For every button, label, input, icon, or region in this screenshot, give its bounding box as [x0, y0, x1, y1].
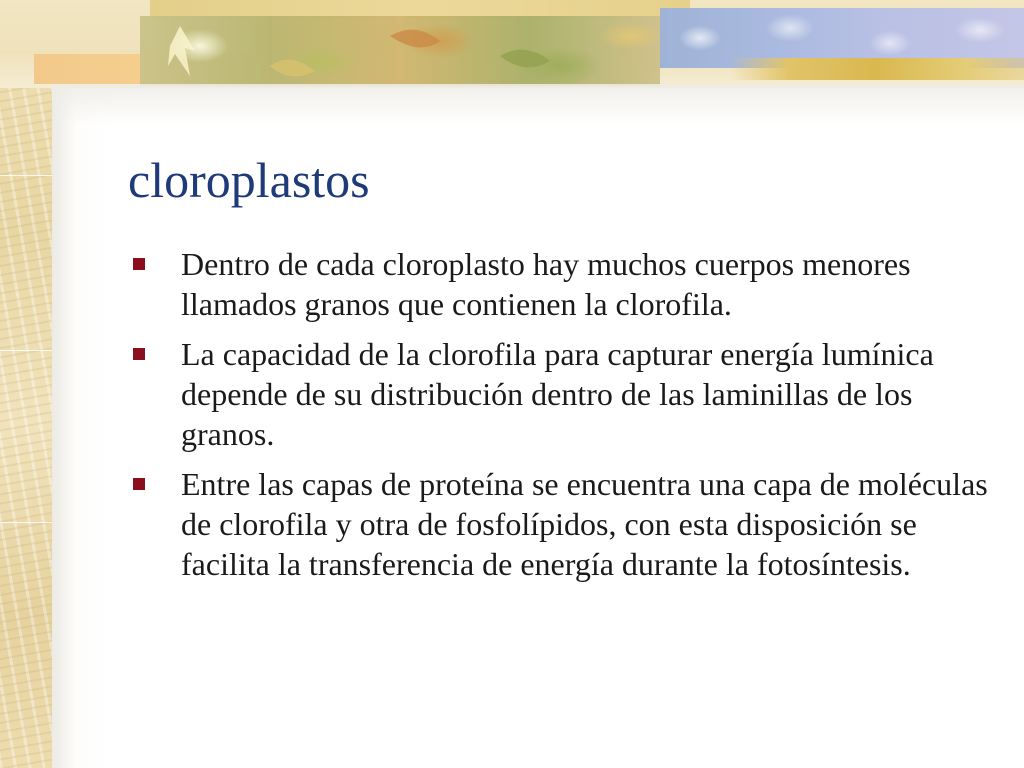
list-item	[130, 244, 990, 324]
slide-title: cloroplastos	[128, 152, 370, 208]
square-bullet-icon	[133, 348, 145, 360]
bullet-list	[130, 244, 990, 594]
border-seam	[0, 175, 52, 176]
left-parchment-border	[0, 0, 52, 768]
bullet-text: Dentro de cada cloroplasto hay muchos cuerpos menores llamados granos que contienen la clorofila.	[181, 246, 911, 322]
gold-grass-streak	[730, 58, 1024, 80]
border-seam	[0, 350, 52, 351]
bullet-text: Entre las capas de proteína se encuentra una capa de moléculas de clorofila y otra de fosfolípidos, con esta disposición se facilita la transferencia de energía durante la fotosíntesis.	[181, 466, 988, 582]
list-item	[130, 334, 990, 454]
top-decorative-banner	[0, 0, 1024, 88]
leaf-image-panel	[140, 16, 660, 86]
bullet-text: La capacidad de la clorofila para capturar energía lumínica depende de su distribución dentro de las laminillas de los granos.	[181, 336, 934, 452]
border-seam	[0, 522, 52, 523]
list-item	[130, 464, 990, 584]
square-bullet-icon	[133, 478, 145, 490]
square-bullet-icon	[133, 258, 145, 270]
banner-shadow	[52, 84, 1024, 124]
leaf-pattern-icon	[140, 16, 660, 86]
